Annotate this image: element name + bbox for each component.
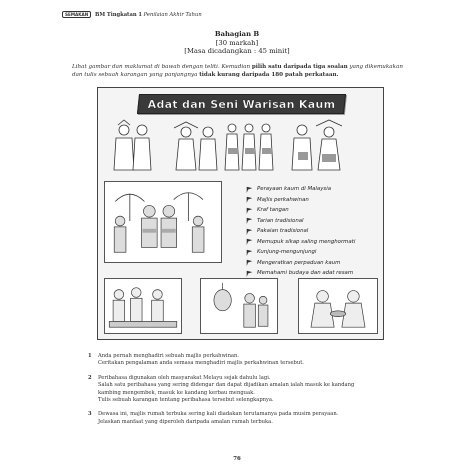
exam-label: Penilaian Akhir Tahun (143, 12, 202, 18)
figure-point: Perayaan kaum di Malaysia (246, 184, 356, 195)
running-header (62, 11, 202, 18)
question-line: Ceritakan pengalaman anda semasa menghadiri majlis perkahwinan tersebut. (98, 360, 304, 367)
illustration-greeting (298, 278, 378, 334)
section-heading (0, 30, 474, 56)
section-title: Bahagian B (214, 30, 260, 38)
figure-point: Pakaian tradisional (246, 226, 356, 237)
question-number: 2 (88, 374, 92, 381)
question-line: Salah satu peribahasa yang sering didengar dan dapat dijadikan amalan ialah masuk ke kandang (98, 382, 355, 389)
question-line: Tulis sebuah karangan tentang peribahasa tersebut selengkapnya. (98, 397, 274, 404)
question-item (88, 375, 418, 405)
flag-bullet-icon (246, 238, 253, 245)
instruction-text (72, 63, 412, 79)
brand-logo: SEMAKAN (62, 11, 91, 18)
figure-point: Kunjung-mengunjungi (246, 247, 356, 258)
figure-title: Adat dan Seni Warisan Kaum (147, 97, 336, 111)
instruction-bold-2: tidak kurang daripada 180 patah perkataan. (199, 72, 339, 79)
flag-bullet-icon (246, 249, 253, 256)
instruction-bold-1: pilih satu daripada tiga soalan (251, 64, 348, 70)
question-line: Anda pernah menghadiri sebuah majlis perkahwinan. (98, 353, 239, 359)
question-line: Jelaskan manfaat yang diperoleh daripada amalan rumah terbuka. (98, 418, 273, 425)
figure-point: Mengeratkan perpaduan kaum (246, 258, 356, 269)
section-time: [Masa dicadangkan : 45 minit] (184, 47, 290, 56)
instruction-part-2: yang dikemukakan dan tulis sebuah karangan yang panjangnya (72, 64, 403, 79)
flag-bullet-icon (246, 270, 253, 277)
question-line: Dewasa ini, majlis rumah terbuka sering kali diadakan terutamanya pada musim perayaan. (98, 411, 339, 418)
wedding-illustration (105, 182, 221, 262)
flag-bullet-icon (246, 259, 253, 266)
figure-points-list (246, 184, 356, 279)
question-item (88, 353, 418, 368)
greeting-illustration (299, 279, 377, 333)
question-number: 1 (88, 353, 92, 359)
open-house-illustration (105, 279, 181, 333)
stimulus-figure (97, 87, 384, 340)
question-line: kambing mengembek, masuk ke kandang kerbau menguak. (98, 389, 255, 396)
flag-bullet-icon (246, 186, 253, 193)
essay-questions (88, 353, 418, 433)
costume-figures-illustration (104, 118, 378, 174)
section-marks: [30 markah] (215, 38, 259, 47)
figure-point: Memupuk sikap saling menghormati (246, 237, 356, 248)
flag-bullet-icon (246, 196, 253, 203)
page-number: 76 (233, 456, 241, 462)
illustration-traditional-costumes (104, 118, 378, 174)
question-number: 3 (88, 411, 92, 418)
figure-point: Majlis perkahwinan (246, 195, 356, 206)
illustration-open-house (104, 278, 182, 334)
instruction-part-1: Lihat gambar dan maklumat di bawah dengan teliti. Kemudian (72, 64, 251, 70)
question-line: Peribahasa digunakan oleh masyarakat Melayu sejak dahulu lagi. (98, 374, 271, 381)
illustration-wedding (104, 181, 222, 263)
figure-point: Kraf tangan (246, 205, 356, 216)
figure-point: Memahami budaya dan adat resam (246, 268, 356, 279)
subject-label: BM Tingkatan 1 (94, 12, 142, 18)
figure-point: Tarian tradisional (246, 216, 356, 227)
illustration-lantern-festival (200, 278, 278, 334)
flag-bullet-icon (246, 217, 253, 224)
flag-bullet-icon (246, 207, 253, 214)
lantern-illustration (201, 279, 277, 333)
figure-title-banner (137, 94, 346, 114)
question-item (88, 411, 418, 426)
flag-bullet-icon (246, 228, 253, 235)
